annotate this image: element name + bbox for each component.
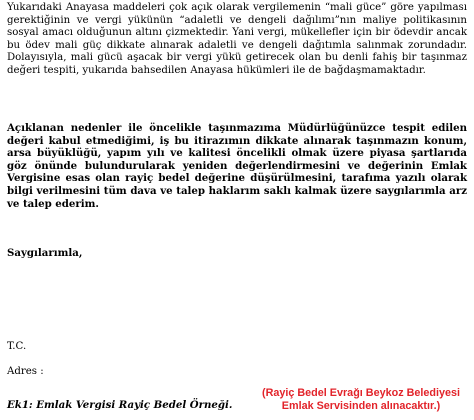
red-info-note-line1: (Rayiç Bedel Evrağı Beykoz Belediyesi [261, 387, 461, 399]
paragraph-request: Açıklanan nedenler ile öncelikle taşınmazıma Müdürlüğünüzce tespit edilen değeri kabul etmediğimi, iş bu itirazımın dikkate alınarak taşınmazın konum, arsa büyüklüğü, yapım yılı ve kalitesi öncelikli olmak üzere piyasa şartlarıda göz önünde bulundurularak yeniden değerlendirmesini ve değerinin Emlak Vergisine esas olan rayiç bedel değerine düşürülmesini, tarafıma yazılı olarak bilgi verilmesini tüm dava ve talep haklarım saklı kalmak üzere saygılarımla arz ve talep ederim. [7, 122, 467, 210]
red-info-note [251, 387, 471, 412]
address-label: Adres : [7, 366, 44, 377]
paragraph-constitution: Yukarıdaki Anayasa maddeleri çok açık olarak vergilemenin “mali güce” göre yapılması gerektiğinin ve vergi yükünün “adaletli ve dengeli dağılımı”nın maliye politikasının sosyal amacı olduğunun altını çizmektedir. Yani vergi, mükellefler için bir ödevdir ancak bu ödev mali güç dikkate alınarak adaletli ve dengeli dağıtımla salınmak zorundadır. Dolayısıyla, mali gücü aşacak bir vergi yükü getirecek olan bu denli fahiş bir taşınmaz değeri tespiti, yukarıda bahsedilen Anayasa hükümleri ile de bağdaşmamaktadır. [7, 2, 467, 76]
red-info-note-line2: Emlak Servisinden alınacaktır.) [281, 399, 441, 412]
attachment-note: Ek1: Emlak Vergisi Rayiç Bedel Örneği. [7, 399, 233, 411]
tc-label: T.C. [7, 341, 27, 352]
closing-salutation: Saygılarımla, [7, 247, 83, 259]
